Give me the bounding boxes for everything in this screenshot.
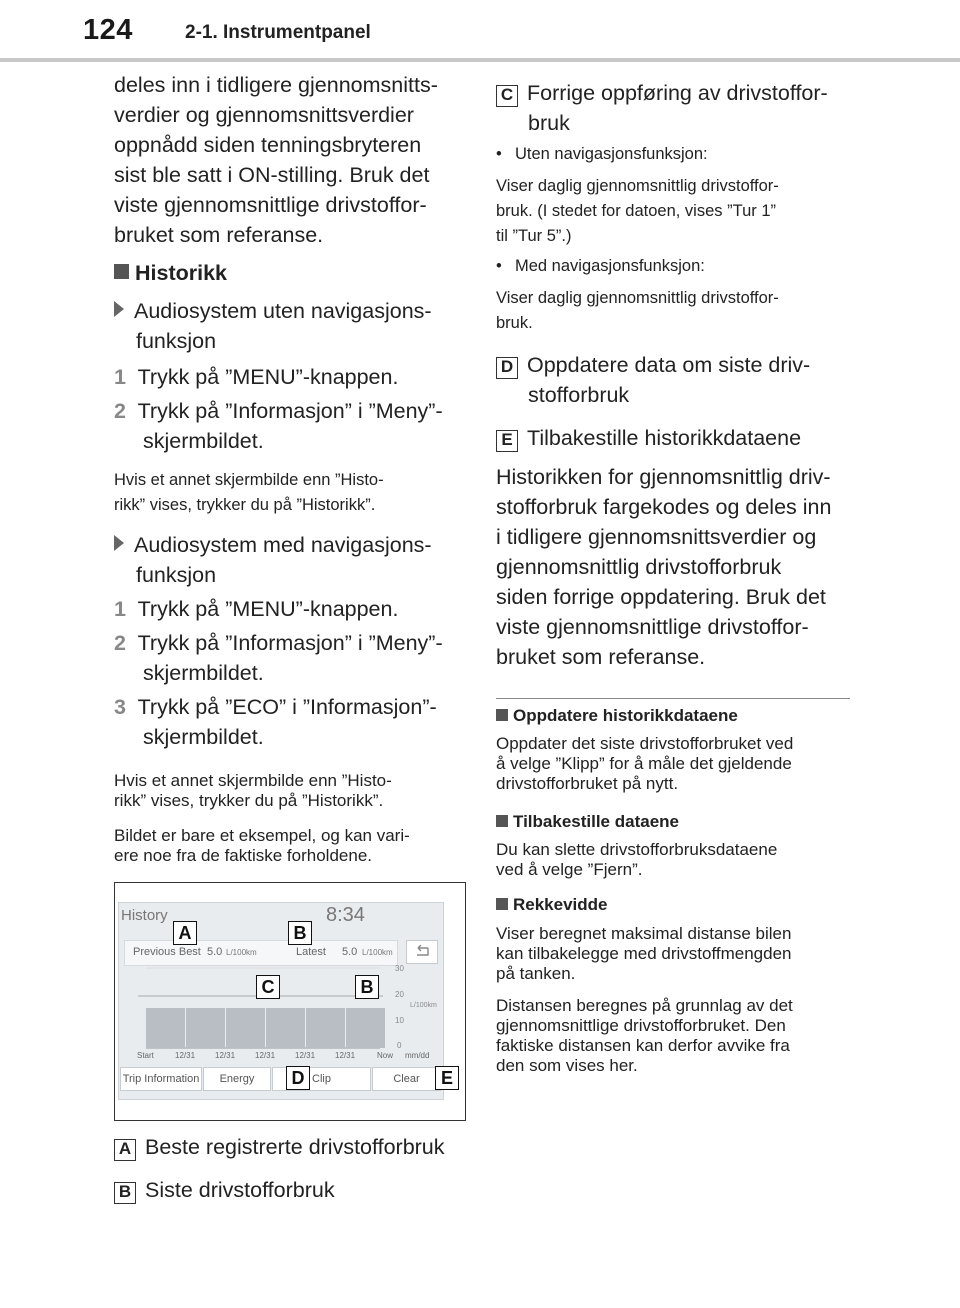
triangle-bullet-icon <box>114 301 124 317</box>
square-bullet-icon <box>496 709 508 721</box>
subheading-without-nav: Audiosystem uten navigasjons- funksjon <box>114 296 464 356</box>
latest-unit: L/100km <box>362 948 393 957</box>
y-tick: 20 <box>395 990 404 999</box>
legend-e: E Tilbakestille historikkdataene <box>496 423 856 453</box>
square-bullet-icon <box>114 264 129 279</box>
history-chart <box>118 958 442 1064</box>
callout-a: A <box>173 921 197 945</box>
x-label: Start <box>137 1051 154 1060</box>
callout-e: E <box>435 1066 459 1090</box>
x-label: 12/31 <box>215 1051 236 1060</box>
square-bullet-icon <box>496 815 508 827</box>
para-with-nav: Viser daglig gjennomsnittlig drivstoffor- bruk. <box>496 289 779 332</box>
previous-best-unit: L/100km <box>226 948 257 957</box>
heading-update: Oppdatere historikkdataene <box>496 705 738 727</box>
latest-label: Latest <box>296 946 326 958</box>
note-example: Bildet er bare et eksempel, og kan vari- ere noe fra de faktiske forholdene. <box>114 826 410 865</box>
para-range: Viser beregnet maksimal distanse bilen kan tilbakelegge med drivstoffmengden på tanken. <box>496 924 792 983</box>
screen-clock: 8:34 <box>326 904 365 926</box>
y-tick: 0 <box>397 1041 402 1050</box>
callout-b: B <box>355 975 379 999</box>
callout-b: B <box>288 921 312 945</box>
heading-historikk: Historikk <box>114 258 227 288</box>
legend-a: A Beste registrerte drivstofforbruk <box>114 1132 445 1162</box>
note-with-nav: Hvis et annet skjermbilde enn ”Histo- rikk” vises, trykker du på ”Historikk”. <box>114 771 392 810</box>
x-label: 12/31 <box>335 1051 356 1060</box>
x-label: 12/31 <box>255 1051 276 1060</box>
trip-information-button[interactable]: Trip Information <box>120 1067 202 1091</box>
history-description: Historikken for gjennomsnittlig driv- stofforbruk fargekodes og deles inn i tidligere gjennomsnittsverdier og gjennomsnittlig drivstofforbruk siden forrige oppdatering. Bruk det viste gjennomsnittlige drivstoffor- bruket som referanse. <box>496 465 832 669</box>
history-bar <box>266 1008 305 1048</box>
intro-paragraph: deles inn i tidligere gjennomsnitts- verdier og gjennomsnittsverdier oppnådd siden tenningsbryteren sist ble satt i ON-stilling. Bruk det viste gjennomsnittlige drivstoffor- bruket som referanse. <box>114 73 438 247</box>
triangle-bullet-icon <box>114 535 124 551</box>
subheading-with-nav: Audiosystem med navigasjons- funksjon <box>114 530 464 590</box>
energy-button[interactable]: Energy <box>203 1067 271 1091</box>
x-label: 12/31 <box>295 1051 316 1060</box>
x-label: Now <box>377 1051 394 1060</box>
history-bar <box>346 1008 385 1048</box>
heading-reset: Tilbakestille dataene <box>496 811 679 833</box>
history-bar <box>306 1008 345 1048</box>
header-rule <box>0 58 960 62</box>
x-label: 12/31 <box>175 1051 196 1060</box>
steps-with-nav: 1 Trykk på ”MENU”-knappen. 2 Trykk på ”Informasjon” i ”Meny”- skjermbildet. 3 Trykk på ”ECO” i ”Informasjon”- skjermbildet. <box>114 597 443 749</box>
y-tick: 30 <box>395 964 404 973</box>
page-number: 124 <box>83 14 133 46</box>
y-tick: 10 <box>395 1016 404 1025</box>
previous-best-label: Previous Best <box>133 946 201 958</box>
section-divider <box>496 698 850 699</box>
x-label: mm/dd <box>405 1051 430 1060</box>
history-bar <box>226 1008 265 1048</box>
bullet-with-nav: • Med navigasjonsfunksjon: <box>496 257 705 275</box>
history-bar <box>186 1008 225 1048</box>
clear-button[interactable]: Clear <box>372 1067 441 1091</box>
legend-d: D Oppdatere data om siste driv- stofforbruk <box>496 350 856 410</box>
para-range-2: Distansen beregnes på grunnlag av det gjennomsnittlige drivstofforbruket. Den faktiske distansen kan derfor avvike fra den som vises her. <box>496 996 793 1075</box>
legend-c: C Forrige oppføring av drivstoffor- bruk <box>496 78 856 138</box>
bullet-without-nav: • Uten navigasjonsfunksjon: <box>496 145 708 163</box>
square-bullet-icon <box>496 898 508 910</box>
latest-value: 5.0 <box>342 946 358 958</box>
para-reset: Du kan slette drivstofforbruksdataene ved å velge ”Fjern”. <box>496 840 778 879</box>
note-without-nav: Hvis et annet skjermbilde enn ”Histo- rikk” vises, trykker du på ”Historikk”. <box>114 471 384 514</box>
para-update: Oppdater det siste drivstofforbruket ved å velge ”Klipp” for å måle det gjeldende drivstofforbruket på nytt. <box>496 734 794 793</box>
callout-c: C <box>256 975 280 999</box>
callout-d: D <box>286 1066 310 1090</box>
section-title: 2-1. Instrumentpanel <box>185 22 371 43</box>
steps-without-nav: 1 Trykk på ”MENU”-knappen. 2 Trykk på ”Informasjon” i ”Meny”- skjermbildet. <box>114 365 443 453</box>
screen-title: History <box>121 907 168 924</box>
heading-range: Rekkevidde <box>496 894 608 916</box>
legend-b: B Siste drivstofforbruk <box>114 1175 335 1205</box>
y-unit: L/100km <box>410 1002 437 1009</box>
previous-best-value: 5.0 <box>207 946 223 958</box>
clip-button[interactable]: Clip <box>272 1067 371 1091</box>
history-bar <box>146 1008 185 1048</box>
para-without-nav: Viser daglig gjennomsnittlig drivstoffor- bruk. (I stedet for datoen, vises ”Tur 1” til ”Tur 5”.) <box>496 177 779 245</box>
